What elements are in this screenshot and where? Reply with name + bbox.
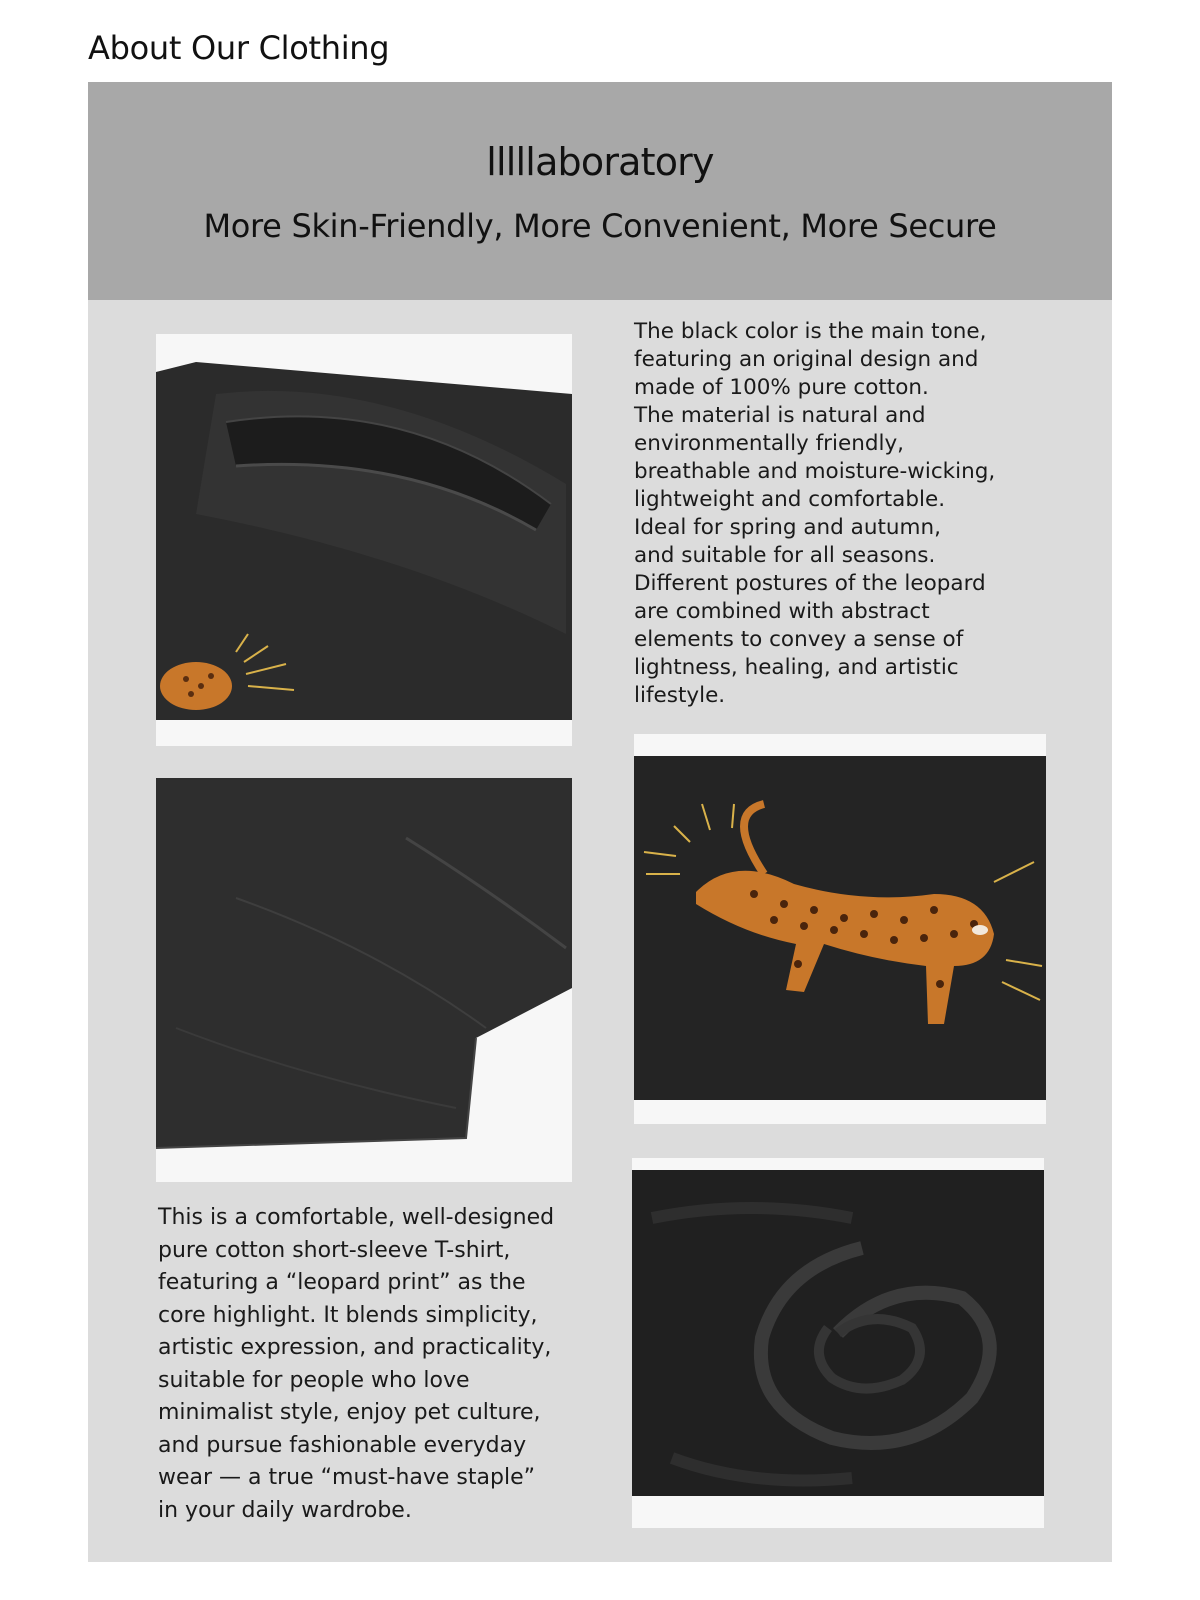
brand-banner <box>88 82 1112 300</box>
fabric-swirl-photo <box>632 1158 1044 1528</box>
page-title: About Our Clothing <box>88 29 390 67</box>
collar-photo <box>156 334 572 746</box>
product-info-panel <box>88 82 1112 1562</box>
description-bottom: This is a comfortable, well-designed pure cotton short-sleeve T-shirt, featuring a “leopard print” as the core highlight. It blends simplicity, artistic expression, and practicality, suitable for people who love minimalist style, enjoy pet culture, and pursue fashionable everyday wear — a true “must-have staple” in your daily wardrobe. <box>158 1205 555 1523</box>
brand-logo: lllllaboratory <box>486 140 714 184</box>
sleeve-photo <box>156 778 572 1182</box>
leopard-print-photo <box>634 734 1046 1124</box>
description-top: The black color is the main tone, featuring an original design and made of 100% pure cotton. The material is natural and environmentally friendly, breathable and moisture-wicking, lightweight and comfortable. Ideal for spring and autumn, and suitable for all seasons. Different postures of the leopard are combined with abstract elements to convey a sense of lightness, healing, and artistic lifestyle. <box>634 319 996 708</box>
tagline: More Skin-Friendly, More Convenient, More Secure <box>203 207 997 245</box>
